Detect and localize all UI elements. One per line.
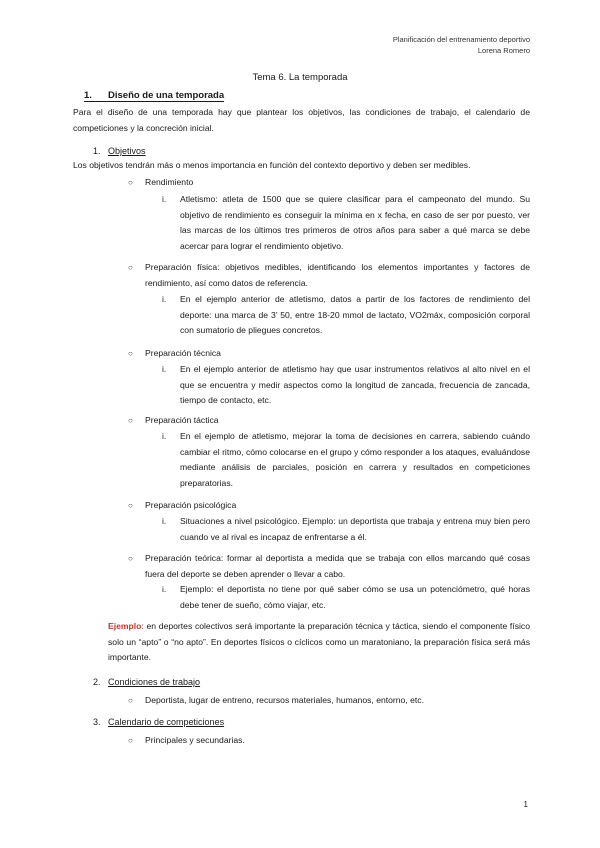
objective-detail-fisica: En el ejemplo anterior de atletismo, datos a partir de los factores de rendimiento del deporte: una marca de 3’ 50, entre 18-20 mmol de lactato, VO2máx, composición corporal con sumatorio de pliegues concretos. [180,294,530,335]
page-number: 1 [523,800,528,809]
bullet-icon: ○ [128,736,133,745]
objetivos-number: 1. [93,146,101,156]
page-header [393,34,530,56]
sub-marker: i. [162,364,167,374]
objective-detail-tecnica: En el ejemplo anterior de atletismo hay que usar instrumentos relativos al alto nivel en el que se encuentra y medir aspectos como la longitud de zancada, frecuencia de zancada, tiempo de contacto, etc. [180,364,530,405]
bullet-icon: ○ [128,696,133,705]
objective-detail-teorica: Ejemplo: el deportista no tiene por qué saber cómo se usa un potenciómetro, qué horas debe tener de sueño, cómo viajar, etc. [180,584,530,610]
objective-title-tactica: Preparación táctica [145,415,219,425]
objective-title-tecnica: Preparación técnica [145,348,221,358]
objective-detail-tactica: En el ejemplo de atletismo, mejorar la toma de decisiones en carrera, sabiendo cuándo cambiar el ritmo, cómo colocarse en el grupo y cómo responder a los ataques, evaluándose mediante análisis de parciales, posición en carrera y resultados en competiciones preparatorias. [180,431,530,488]
section-1-title: Diseño de una temporada [108,90,225,101]
calendario-item: Principales y secundarias. [145,735,245,745]
section-1-rule [84,101,224,102]
sub-marker: i. [162,194,167,204]
objective-title-fisica: Preparación física: objetivos medibles, identificando los elementos importantes y factores de rendimiento, así como datos de referencia. [145,262,530,288]
objetivos-title: Objetivos [108,146,146,156]
objective-title-teorica: Preparación teórica: formar al deportista a medida que se trabaja con ellos marcando qué cosas fuera del deporte se deben aprender o llevar a cabo. [145,553,530,579]
section-1-number: 1. [84,90,92,101]
header-author: Lorena Romero [477,46,530,55]
bullet-icon: ○ [128,178,133,187]
calendario-title: Calendario de competiciones [108,717,225,727]
bullet-icon: ○ [128,416,133,425]
section-1-intro: Para el diseño de una temporada hay que plantear los objetivos, las condiciones de trabajo, el calendario de competiciones y la concreción inicial. [73,107,530,133]
objective-title-rendimiento: Rendimiento [145,177,194,187]
bullet-icon: ○ [128,501,133,510]
example-paragraph [108,619,530,666]
objective-detail-rendimiento: Atletismo: atleta de 1500 que se quiere clasificar para el campeonato del mundo. Su objetivo de rendimiento es conseguir la mínima en x fecha, en caso de ser por puesto, ver las marcas de los últimos tres primeros de otros años para saber a qué marca se debe acercar para lograr el rendimiento objetivo. [180,194,530,251]
bullet-icon: ○ [128,554,133,563]
condiciones-title: Condiciones de trabajo [108,677,201,687]
example-text: : en deportes colectivos será importante la preparación técnica y táctica, siendo el componente físico solo un “apto” o “no apto”. En deportes físicos o cíclicos como un maratoniano, la preparación física será más importante. [108,621,530,662]
objective-detail-psicologica: Situaciones a nivel psicológico. Ejemplo: un deportista que trabaja y entrena muy bien pero cuando ve al rival es incapaz de enfrentarse a él. [180,516,530,542]
calendario-number: 3. [93,717,101,727]
bullet-icon: ○ [128,263,133,272]
example-label: Ejemplo [108,621,142,631]
sub-marker: i. [162,294,167,304]
objective-title-psicologica: Preparación psicológica [145,500,237,510]
condiciones-number: 2. [93,677,101,687]
condiciones-item: Deportista, lugar de entreno, recursos materiales, humanos, entorno, etc. [145,695,424,705]
sub-marker: i. [162,584,167,594]
sub-marker: i. [162,431,167,441]
sub-marker: i. [162,516,167,526]
bullet-icon: ○ [128,349,133,358]
document-title: Tema 6. La temporada [252,72,348,83]
header-course: Planificación del entrenamiento deportivo [392,35,530,44]
objetivos-lead: Los objetivos tendrán más o menos importancia en función del contexto deportivo y deben ser medibles. [73,160,471,170]
